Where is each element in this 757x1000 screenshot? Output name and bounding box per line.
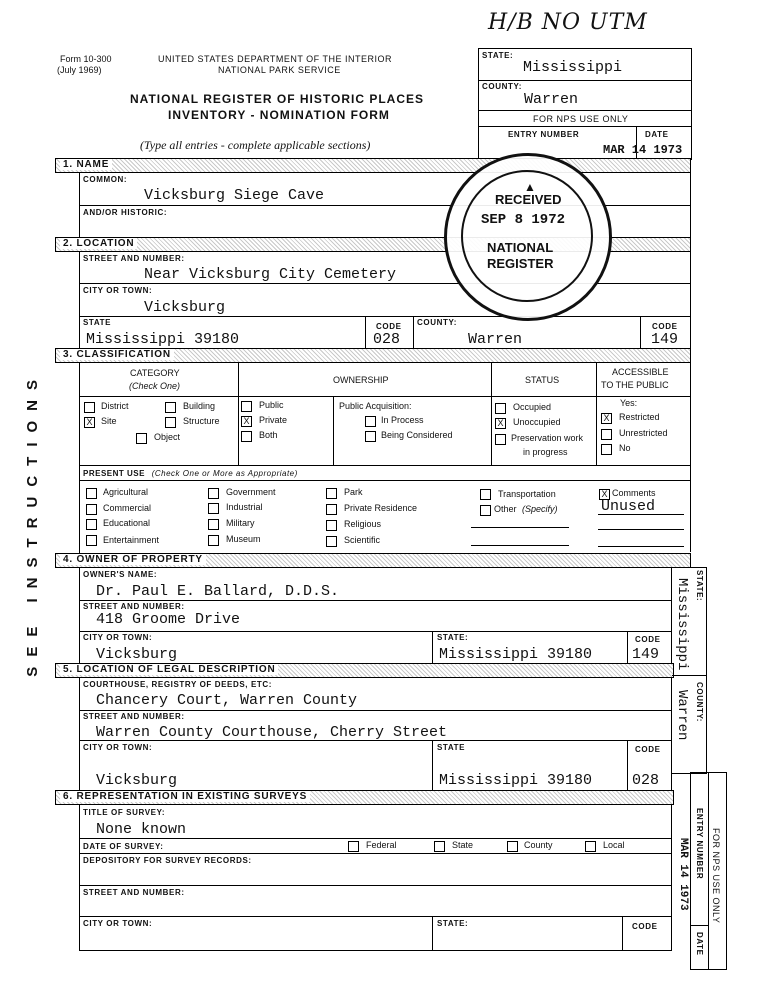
in-process-label: In Process [381, 415, 424, 425]
building-label: Building [183, 401, 216, 411]
legal-code-label: CODE [635, 745, 661, 754]
unoccupied-label: Unoccupied [513, 417, 561, 427]
survey-title-value: None known [96, 821, 187, 838]
survey-date-label: DATE OF SURVEY: [83, 842, 164, 851]
courthouse-label: COURTHOUSE, REGISTRY OF DEEDS, ETC: [83, 680, 273, 689]
survey-state-label: State [452, 840, 474, 850]
private-label: Private [259, 415, 288, 425]
owner-street-value: 418 Groome Drive [96, 611, 241, 628]
category-header: CATEGORY [130, 368, 180, 378]
scientific-label: Scientific [344, 535, 381, 545]
present-use-label [83, 469, 298, 478]
legal-state-value: Mississippi 39180 [439, 772, 593, 789]
federal-label: Federal [366, 840, 397, 850]
top-entry-label: ENTRY NUMBER [508, 130, 580, 139]
public-acquisition-label: Public Acquisition: [339, 401, 412, 411]
form-instruction: (Type all entries - complete applicable sections) [140, 138, 371, 152]
other-specify-hint: (Specify) [522, 504, 558, 514]
unrestricted-checkbox[interactable] [601, 429, 612, 440]
survey-title-label: TITLE OF SURVEY: [83, 808, 166, 817]
transportation-label: Transportation [498, 489, 556, 499]
form-title-line2: INVENTORY - NOMINATION FORM [168, 108, 390, 122]
commercial-label: Commercial [103, 503, 152, 513]
object-label: Object [154, 432, 181, 442]
stamp-national: NATIONAL [487, 240, 554, 255]
top-county-label: COUNTY: [482, 82, 523, 91]
industrial-checkbox[interactable] [208, 503, 219, 514]
structure-label: Structure [183, 416, 220, 426]
county-code-label: CODE [652, 322, 678, 331]
depository-city-label: CITY OR TOWN: [83, 919, 153, 928]
right-nps-label: FOR NPS USE ONLY [711, 828, 721, 924]
owner-code-label: CODE [635, 635, 661, 644]
service-title: NATIONAL PARK SERVICE [218, 65, 341, 75]
state-code-value: 028 [373, 331, 401, 348]
military-label: Military [226, 518, 255, 528]
local-label: Local [603, 840, 625, 850]
district-label: District [101, 401, 129, 411]
right-date-stamp: MAR 14 1973 [677, 838, 689, 911]
legal-city-value: Vicksburg [96, 772, 178, 789]
top-date-label: DATE [645, 130, 669, 139]
no-checkbox[interactable] [601, 444, 612, 455]
see-instructions-text: SEE INSTRUCTIONS [24, 370, 41, 677]
owner-name-label: OWNER'S NAME: [83, 570, 158, 579]
stamp-date: SEP 8 1972 [481, 212, 566, 228]
religious-label: Religious [344, 519, 382, 529]
right-state-value: Mississippi [674, 578, 690, 671]
federal-checkbox[interactable] [348, 841, 359, 852]
educational-label: Educational [103, 518, 151, 528]
department-title: UNITED STATES DEPARTMENT OF THE INTERIOR [158, 54, 393, 64]
street-value: Near Vicksburg City Cemetery [144, 266, 397, 283]
other-checkbox[interactable] [480, 505, 491, 516]
unoccupied-checkbox[interactable]: X [495, 418, 506, 429]
preservation-label-line1: Preservation work [511, 433, 584, 443]
park-checkbox[interactable] [326, 488, 337, 499]
restricted-checkbox[interactable]: X [601, 413, 612, 424]
check-one-hint: (Check One) [129, 381, 181, 391]
occupied-label: Occupied [513, 402, 552, 412]
preservation-label-line2: in progress [523, 447, 568, 457]
legal-street-value: Warren County Courthouse, Cherry Street [96, 724, 448, 741]
right-county-label: COUNTY: [695, 682, 704, 723]
present-use-hint: (Check One or More as Appropriate) [151, 469, 298, 478]
both-checkbox[interactable] [241, 431, 252, 442]
handwritten-note: H/B NO UTM [488, 10, 648, 35]
object-checkbox[interactable] [136, 433, 147, 444]
in-process-checkbox[interactable] [365, 416, 376, 427]
agricultural-label: Agricultural [103, 487, 149, 497]
state-value: Mississippi 39180 [86, 331, 240, 348]
historic-label: AND/OR HISTORIC: [83, 208, 168, 217]
comments-label: Comments [612, 488, 656, 498]
section1-band: 1. NAME [55, 158, 691, 173]
right-entry-label: ENTRY NUMBER [695, 808, 704, 880]
owner-state-value: Mississippi 39180 [439, 646, 593, 663]
city-label: CITY OR TOWN: [83, 286, 153, 295]
state-label: STATE [83, 318, 112, 327]
building-checkbox[interactable] [165, 402, 176, 413]
owner-street-label: STREET AND NUMBER: [83, 602, 185, 611]
section3-band: 3. CLASSIFICATION [55, 348, 691, 363]
stamp-arrow-icon: ▲ [524, 180, 536, 194]
owner-code-value: 149 [632, 646, 660, 663]
comments-value: Unused [601, 498, 656, 515]
courthouse-value: Chancery Court, Warren County [96, 692, 358, 709]
county-label: COUNTY: [417, 318, 458, 327]
legal-state-label: STATE [437, 743, 466, 752]
ownership-header: OWNERSHIP [333, 375, 389, 385]
common-name-value: Vicksburg Siege Cave [144, 187, 325, 204]
survey-state-checkbox[interactable] [434, 841, 445, 852]
museum-label: Museum [226, 534, 261, 544]
survey-county-checkbox[interactable] [507, 841, 518, 852]
form-date: (July 1969) [57, 65, 102, 75]
restricted-label: Restricted [619, 412, 660, 422]
military-checkbox[interactable] [208, 519, 219, 530]
state-code-label: CODE [376, 322, 402, 331]
access-yes-label: Yes: [620, 398, 638, 408]
survey-county-label: County [524, 840, 553, 850]
depository-label: DEPOSITORY FOR SURVEY RECORDS: [83, 856, 252, 865]
private-checkbox[interactable]: X [241, 416, 252, 427]
scientific-checkbox[interactable] [326, 536, 337, 547]
top-nps-label: FOR NPS USE ONLY [533, 114, 629, 124]
top-state-value: Mississippi [523, 59, 623, 76]
right-date-label: DATE [695, 932, 704, 956]
public-label: Public [259, 400, 284, 410]
local-checkbox[interactable] [585, 841, 596, 852]
entertainment-label: Entertainment [103, 535, 160, 545]
transportation-checkbox[interactable] [480, 489, 491, 500]
district-checkbox[interactable] [84, 402, 95, 413]
agricultural-checkbox[interactable] [86, 488, 97, 499]
private-residence-label: Private Residence [344, 503, 418, 513]
industrial-label: Industrial [226, 502, 263, 512]
being-considered-checkbox[interactable] [365, 431, 376, 442]
form-number: Form 10-300 [60, 54, 112, 64]
legal-code-value: 028 [632, 772, 660, 789]
section5-band: 5. LOCATION OF LEGAL DESCRIPTION [55, 663, 674, 678]
commercial-checkbox[interactable] [86, 504, 97, 515]
government-label: Government [226, 487, 276, 497]
section6-band: 6. REPRESENTATION IN EXISTING SURVEYS [55, 790, 674, 805]
top-county-value: Warren [524, 91, 579, 108]
legal-city-label: CITY OR TOWN: [83, 743, 153, 752]
occupied-checkbox[interactable] [495, 403, 506, 414]
stamp-register: REGISTER [487, 256, 554, 271]
educational-checkbox[interactable] [86, 519, 97, 530]
structure-checkbox[interactable] [165, 417, 176, 428]
street-label: STREET AND NUMBER: [83, 254, 185, 263]
private-residence-checkbox[interactable] [326, 504, 337, 515]
common-label: COMMON: [83, 175, 128, 184]
city-value: Vicksburg [144, 299, 226, 316]
present-use-title: PRESENT USE [83, 469, 145, 478]
museum-checkbox[interactable] [208, 535, 219, 546]
top-date-stamp: MAR 14 1973 [603, 143, 683, 157]
top-state-label: STATE: [482, 51, 514, 60]
section2-band: 2. LOCATION [55, 237, 691, 252]
county-value: Warren [468, 331, 523, 348]
access-header-line1: ACCESSIBLE [612, 367, 669, 377]
owner-city-label: CITY OR TOWN: [83, 633, 153, 642]
public-checkbox[interactable] [241, 401, 252, 412]
stamp-received: RECEIVED [495, 192, 562, 207]
owner-name-value: Dr. Paul E. Ballard, D.D.S. [96, 583, 340, 600]
right-county-value: Warren [674, 690, 690, 741]
entertainment-checkbox[interactable] [86, 535, 97, 546]
comments-checkbox[interactable]: X [599, 489, 610, 500]
government-checkbox[interactable] [208, 488, 219, 499]
unrestricted-label: Unrestricted [619, 428, 668, 438]
both-label: Both [259, 430, 278, 440]
other-label [494, 504, 558, 514]
depository-code-label: CODE [632, 922, 658, 931]
status-header: STATUS [525, 375, 560, 385]
form-title-line1: NATIONAL REGISTER OF HISTORIC PLACES [130, 92, 425, 106]
religious-checkbox[interactable] [326, 520, 337, 531]
site-label: Site [101, 416, 117, 426]
owner-city-value: Vicksburg [96, 646, 178, 663]
received-stamp [444, 153, 612, 321]
park-label: Park [344, 487, 363, 497]
site-checkbox[interactable]: X [84, 417, 95, 428]
preservation-checkbox[interactable] [495, 434, 506, 445]
section4-band: 4. OWNER OF PROPERTY [55, 553, 691, 568]
access-header-line2: TO THE PUBLIC [601, 380, 669, 390]
no-label: No [619, 443, 631, 453]
being-considered-label: Being Considered [381, 430, 453, 440]
owner-state-label: STATE: [437, 633, 469, 642]
depository-street-label: STREET AND NUMBER: [83, 888, 185, 897]
other-label-text: Other [494, 504, 517, 514]
right-state-label: STATE: [695, 570, 704, 602]
county-code-value: 149 [651, 331, 679, 348]
legal-street-label: STREET AND NUMBER: [83, 712, 185, 721]
depository-state-label: STATE: [437, 919, 469, 928]
